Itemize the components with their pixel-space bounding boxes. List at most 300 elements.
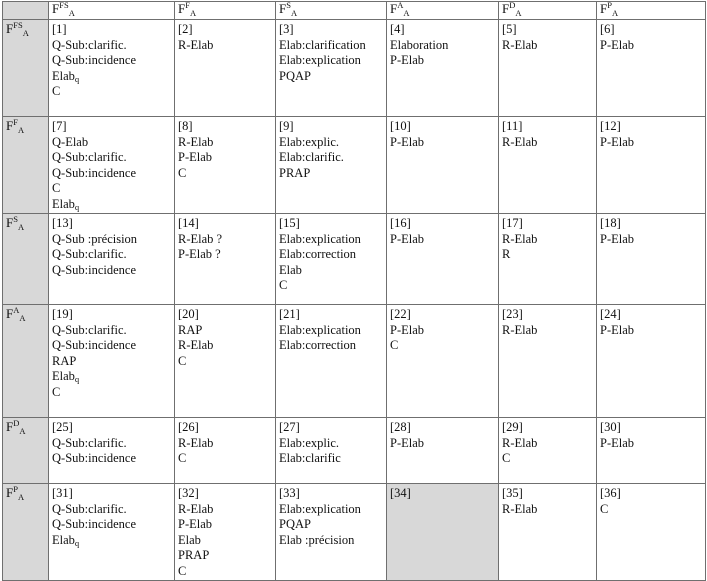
- column-header-row: [3, 2, 706, 20]
- cell-number: [390, 216, 495, 232]
- relation-text: Elab: [52, 532, 75, 547]
- relation-text: [9]: [279, 119, 294, 133]
- relation-text: [23]: [502, 307, 523, 321]
- relation-label: [279, 69, 383, 85]
- relation-label: [390, 338, 495, 354]
- relation-label: [52, 517, 171, 533]
- relation-text: [16]: [390, 216, 411, 230]
- relation-label: [279, 135, 383, 151]
- column-header-label: [600, 2, 618, 16]
- cell-number: [390, 486, 495, 502]
- relation-text: P-Elab: [390, 231, 425, 246]
- relation-label: [279, 436, 383, 452]
- relation-label: [502, 38, 593, 54]
- relation-text: [11]: [502, 119, 523, 133]
- cell-number: [279, 216, 383, 232]
- relation-text: [21]: [279, 307, 300, 321]
- row-header-superscript: P: [13, 484, 18, 494]
- cell-number: [502, 307, 593, 323]
- relation-text: P-Elab ?: [178, 247, 221, 261]
- relation-text: [22]: [390, 307, 411, 321]
- relation-text: Elab: [279, 262, 302, 277]
- matrix-cell: [276, 20, 387, 117]
- relation-text: [26]: [178, 420, 199, 434]
- relation-label: [279, 166, 383, 182]
- relation-label: [178, 548, 272, 564]
- cell-number: [600, 307, 702, 323]
- relation-text: [34]: [390, 486, 411, 500]
- relation-text: C: [390, 338, 399, 352]
- matrix-cell: [49, 418, 175, 484]
- relation-text: C: [178, 451, 187, 465]
- relation-text: R-Elab ?: [178, 231, 223, 246]
- matrix-cell: [175, 20, 276, 117]
- relation-label: [279, 263, 383, 279]
- relation-label: [390, 38, 495, 54]
- column-header-4: [387, 2, 499, 20]
- column-header-subscript: A: [290, 8, 298, 18]
- relation-text: Q-Sub:incidence: [52, 165, 137, 180]
- matrix-cell: [499, 20, 597, 117]
- column-header-superscript: F: [185, 1, 190, 10]
- relation-text: PQAP: [279, 517, 311, 531]
- row-header-superscript: FS: [13, 20, 23, 30]
- cell-number: [279, 486, 383, 502]
- cell-number: [279, 420, 383, 436]
- relation-text: R-Elab: [178, 338, 214, 352]
- column-header-base: F: [52, 1, 60, 16]
- relation-text: [4]: [390, 22, 405, 36]
- relation-text: P-Elab: [390, 53, 425, 67]
- relation-text: P-Elab: [178, 517, 213, 531]
- matrix-cell: [387, 20, 499, 117]
- relation-text: P-Elab: [600, 322, 635, 337]
- relation-text: [7]: [52, 119, 67, 133]
- cell-number: [502, 22, 593, 38]
- row-header-base: F: [6, 21, 14, 36]
- relation-text: [32]: [178, 486, 199, 500]
- relation-text: Elaboration: [390, 37, 449, 52]
- relation-subscript: q: [74, 537, 80, 548]
- row-header-4: [3, 305, 49, 418]
- relation-text: R-Elab: [502, 322, 538, 337]
- relation-label: [279, 338, 383, 354]
- relation-label: [52, 69, 171, 85]
- column-header-2: [175, 2, 276, 20]
- relation-label: [52, 150, 171, 166]
- relation-text: P-Elab: [178, 150, 213, 164]
- relation-text: P-Elab: [390, 435, 425, 450]
- row-header-subscript: A: [22, 28, 29, 38]
- relation-subscript: q: [74, 73, 80, 84]
- relation-label: [390, 53, 495, 69]
- relation-text: P-Elab: [600, 134, 635, 149]
- cell-number: [52, 307, 171, 323]
- column-header-superscript: S: [286, 1, 291, 10]
- relation-text: C: [502, 451, 511, 465]
- relation-label: [279, 53, 383, 69]
- column-header-superscript: D: [509, 1, 516, 10]
- matrix-cell: [387, 418, 499, 484]
- relation-text: [15]: [279, 216, 300, 230]
- relation-label: [52, 166, 171, 182]
- row-header-base: F: [6, 215, 14, 230]
- relation-label: [178, 564, 272, 580]
- relation-label: [279, 38, 383, 54]
- relation-label: [52, 369, 171, 385]
- cell-number: [178, 119, 272, 135]
- relation-text: [30]: [600, 420, 621, 434]
- matrix-cell: [175, 484, 276, 581]
- relation-text: Elab :précision: [279, 532, 355, 547]
- column-header-label: [178, 2, 196, 16]
- matrix-cell: [499, 418, 597, 484]
- relation-text: Q-Sub:clarific.: [52, 247, 127, 261]
- relation-label: [502, 502, 593, 518]
- cell-number: [502, 216, 593, 232]
- relation-label: [279, 451, 383, 467]
- relation-text: R-Elab: [502, 435, 538, 450]
- matrix-cell: [597, 484, 706, 581]
- relation-text: Elab: [178, 532, 201, 547]
- relation-label: [178, 150, 272, 166]
- matrix-cell: [276, 305, 387, 418]
- column-header-superscript: A: [397, 1, 404, 10]
- relation-text: Q-Sub:incidence: [52, 451, 137, 465]
- relation-label: [52, 38, 171, 54]
- relation-label: [52, 263, 171, 279]
- relation-label: [178, 232, 272, 248]
- column-header-subscript: A: [68, 8, 75, 18]
- relation-text: R-Elab: [502, 231, 538, 246]
- relation-text: PQAP: [279, 68, 311, 83]
- cell-number: [502, 486, 593, 502]
- relation-text: [20]: [178, 307, 199, 321]
- relation-label: [279, 232, 383, 248]
- row-header-label: [6, 22, 29, 36]
- column-header-base: F: [502, 1, 510, 16]
- relation-label: [600, 502, 702, 518]
- relation-text: [8]: [178, 119, 193, 133]
- relation-label: [52, 354, 171, 370]
- corner-cell: [3, 2, 49, 20]
- relation-text: P-Elab: [600, 435, 635, 450]
- relation-label: [390, 135, 495, 151]
- matrix-cell: [276, 214, 387, 305]
- relation-label: [502, 323, 593, 339]
- row-header-subscript: A: [17, 492, 25, 502]
- relation-text: [6]: [600, 22, 615, 36]
- matrix-cell: [597, 117, 706, 214]
- relation-label: [52, 135, 171, 151]
- column-header-3: [276, 2, 387, 20]
- matrix-cell: [597, 214, 706, 305]
- row-header-base: F: [6, 419, 14, 434]
- relation-text: Elab:correction: [279, 247, 357, 261]
- relation-text: Elab: [52, 68, 75, 83]
- relation-label: [52, 502, 171, 518]
- relation-text: Elab:clarific.: [279, 150, 344, 164]
- cell-number: [52, 216, 171, 232]
- relation-text: [3]: [279, 22, 294, 36]
- row-header-superscript: D: [13, 418, 20, 428]
- cell-number: [279, 119, 383, 135]
- relation-text: Q-Sub:clarific.: [52, 150, 127, 164]
- matrix-cell: [276, 418, 387, 484]
- cell-number: [52, 22, 171, 38]
- relation-label: [178, 354, 272, 370]
- relation-text: R-Elab: [502, 134, 538, 149]
- relation-label: [178, 451, 272, 467]
- matrix-cell: [175, 305, 276, 418]
- relation-text: C: [178, 353, 187, 368]
- cell-number: [390, 119, 495, 135]
- relation-text: C: [52, 384, 61, 399]
- row-header-3: [3, 214, 49, 305]
- relation-text: Elab:explication: [279, 322, 361, 337]
- row-header-superscript: F: [13, 117, 18, 127]
- column-header-subscript: A: [515, 8, 522, 18]
- row-header-2: [3, 117, 49, 214]
- matrix-cell: [387, 484, 499, 581]
- row-header-subscript: A: [17, 222, 25, 232]
- column-header-1: [49, 2, 175, 20]
- matrix-cell: [499, 214, 597, 305]
- cell-number: [279, 307, 383, 323]
- relation-text: C: [52, 181, 61, 195]
- cell-number: [390, 307, 495, 323]
- relation-text: C: [52, 84, 61, 98]
- cell-number: [52, 420, 171, 436]
- row-header-subscript: A: [19, 426, 26, 436]
- relation-label: [52, 338, 171, 354]
- relation-text: P-Elab: [390, 134, 425, 149]
- relation-text: [10]: [390, 119, 411, 133]
- matrix-row: [3, 214, 706, 305]
- relation-label: [52, 197, 171, 213]
- matrix-cell: [597, 305, 706, 418]
- relation-label: [178, 517, 272, 533]
- relation-text: R-Elab: [178, 435, 214, 450]
- relation-text: [18]: [600, 216, 621, 230]
- relation-text: [36]: [600, 486, 621, 500]
- cell-number: [52, 119, 171, 135]
- matrix-cell: [387, 117, 499, 214]
- relation-label: [178, 338, 272, 354]
- relation-label: [600, 135, 702, 151]
- matrix-cell: [175, 214, 276, 305]
- cell-number: [600, 22, 702, 38]
- matrix-cell: [49, 484, 175, 581]
- relation-text: [24]: [600, 307, 621, 321]
- cell-number: [390, 22, 495, 38]
- relation-text: Q-Sub :précision: [52, 231, 138, 246]
- relation-label: [279, 517, 383, 533]
- row-header-label: [6, 119, 24, 133]
- relation-text: Q-Sub:incidence: [52, 517, 137, 531]
- relation-label: [600, 232, 702, 248]
- relation-text: [27]: [279, 420, 300, 434]
- relation-label: [52, 53, 171, 69]
- column-header-label: [390, 2, 410, 16]
- row-header-label: [6, 307, 26, 321]
- relation-label: [502, 232, 593, 248]
- relation-label: [52, 436, 171, 452]
- relation-text: PRAP: [178, 548, 210, 562]
- row-header-1: [3, 20, 49, 117]
- relation-label: [178, 135, 272, 151]
- relation-text: Elab:explic.: [279, 435, 340, 450]
- relation-text: R-Elab: [178, 134, 214, 149]
- relation-text: [14]: [178, 216, 199, 230]
- relation-text: Q-Sub:incidence: [52, 53, 137, 67]
- relation-text: R-Elab: [502, 501, 538, 516]
- relation-text: Elab:clarification: [279, 37, 366, 52]
- relation-label: [502, 247, 593, 263]
- relation-text: Q-Elab: [52, 134, 89, 149]
- relation-label: [279, 247, 383, 263]
- relation-text: Q-Sub:clarific.: [52, 322, 127, 337]
- row-header-base: F: [6, 306, 14, 321]
- row-header-subscript: A: [19, 313, 26, 323]
- relation-text: RAP: [178, 322, 203, 337]
- row-header-superscript: S: [13, 214, 18, 224]
- column-header-subscript: A: [189, 8, 197, 18]
- matrix-cell: [49, 305, 175, 418]
- relation-label: [178, 323, 272, 339]
- relation-text: R: [502, 247, 511, 261]
- matrix-cell: [49, 214, 175, 305]
- cell-number: [178, 420, 272, 436]
- relation-label: [52, 247, 171, 263]
- matrix-row: [3, 305, 706, 418]
- relation-text: R-Elab: [178, 501, 214, 516]
- relation-text: Elab:explication: [279, 231, 361, 246]
- column-header-subscript: A: [611, 8, 619, 18]
- relation-label: [178, 436, 272, 452]
- column-header-6: [597, 2, 706, 20]
- relation-text: Elab:explic.: [279, 134, 340, 149]
- row-header-label: [6, 486, 24, 500]
- cell-number: [502, 119, 593, 135]
- cell-number: [390, 420, 495, 436]
- relation-text: [17]: [502, 216, 523, 230]
- column-header-superscript: P: [607, 1, 612, 10]
- matrix-cell: [597, 20, 706, 117]
- matrix-cell: [499, 305, 597, 418]
- relation-label: [600, 38, 702, 54]
- cell-number: [600, 486, 702, 502]
- relation-label: [178, 166, 272, 182]
- relation-text: [35]: [502, 486, 523, 500]
- relation-text: [28]: [390, 420, 411, 434]
- relation-label: [279, 278, 383, 294]
- relation-text: C: [178, 165, 187, 180]
- matrix-cell: [499, 484, 597, 581]
- column-header-label: [52, 2, 75, 16]
- matrix-row: [3, 484, 706, 581]
- relation-label: [279, 150, 383, 166]
- matrix-cell: [49, 117, 175, 214]
- column-header-base: F: [178, 1, 186, 16]
- column-header-base: F: [600, 1, 608, 16]
- relation-label: [502, 135, 593, 151]
- relation-label: [52, 533, 171, 549]
- row-header-superscript: A: [13, 305, 20, 315]
- row-header-6: [3, 484, 49, 581]
- relation-text: [19]: [52, 307, 73, 321]
- relation-text: [12]: [600, 119, 621, 133]
- column-header-label: [502, 2, 522, 16]
- matrix-cell: [175, 117, 276, 214]
- relation-label: [178, 533, 272, 549]
- relation-text: P-Elab: [600, 231, 635, 246]
- matrix-cell: [276, 484, 387, 581]
- relation-label: [390, 232, 495, 248]
- relation-label: [52, 181, 171, 197]
- matrix-cell: [597, 418, 706, 484]
- column-header-5: [499, 2, 597, 20]
- relation-text: Q-Sub:clarific.: [52, 37, 127, 52]
- relation-label: [178, 247, 272, 263]
- matrix-cell: [387, 214, 499, 305]
- relation-text: C: [600, 501, 609, 516]
- cell-number: [178, 486, 272, 502]
- relation-text: Q-Sub:clarific.: [52, 501, 127, 516]
- relation-label: [600, 436, 702, 452]
- column-header-subscript: A: [403, 8, 410, 18]
- row-header-subscript: A: [17, 125, 25, 135]
- relation-label: [279, 502, 383, 518]
- relation-text: Elab:correction: [279, 338, 357, 352]
- column-header-label: [279, 2, 297, 16]
- relation-label: [178, 502, 272, 518]
- relation-text: Elab:explication: [279, 501, 361, 516]
- relation-label: [52, 323, 171, 339]
- row-header-5: [3, 418, 49, 484]
- relation-text: Elab: [52, 196, 75, 211]
- matrix-cell: [499, 117, 597, 214]
- relation-label: [390, 436, 495, 452]
- column-header-base: F: [390, 1, 398, 16]
- cell-number: [178, 22, 272, 38]
- relation-text: Elab:explication: [279, 53, 361, 67]
- relation-subscript: q: [74, 201, 80, 212]
- relation-text: [29]: [502, 420, 523, 434]
- matrix-cell: [276, 117, 387, 214]
- cell-number: [600, 216, 702, 232]
- relation-matrix-table: [2, 1, 706, 581]
- relation-text: Elab: [52, 369, 75, 383]
- relation-text: RAP: [52, 353, 77, 368]
- relation-label: [390, 323, 495, 339]
- relation-text: C: [178, 563, 187, 578]
- relation-text: R-Elab: [502, 37, 538, 52]
- relation-label: [52, 84, 171, 100]
- matrix-cell: [175, 418, 276, 484]
- column-header-superscript: FS: [59, 1, 69, 10]
- matrix-row: [3, 20, 706, 117]
- relation-text: [31]: [52, 486, 73, 500]
- row-header-base: F: [6, 485, 14, 500]
- column-header-base: F: [279, 1, 287, 16]
- relation-text: Elab:clarific: [279, 451, 341, 465]
- matrix-cell: [49, 20, 175, 117]
- relation-text: R-Elab: [178, 37, 214, 52]
- relation-text: P-Elab: [390, 322, 425, 337]
- cell-number: [502, 420, 593, 436]
- row-header-base: F: [6, 118, 14, 133]
